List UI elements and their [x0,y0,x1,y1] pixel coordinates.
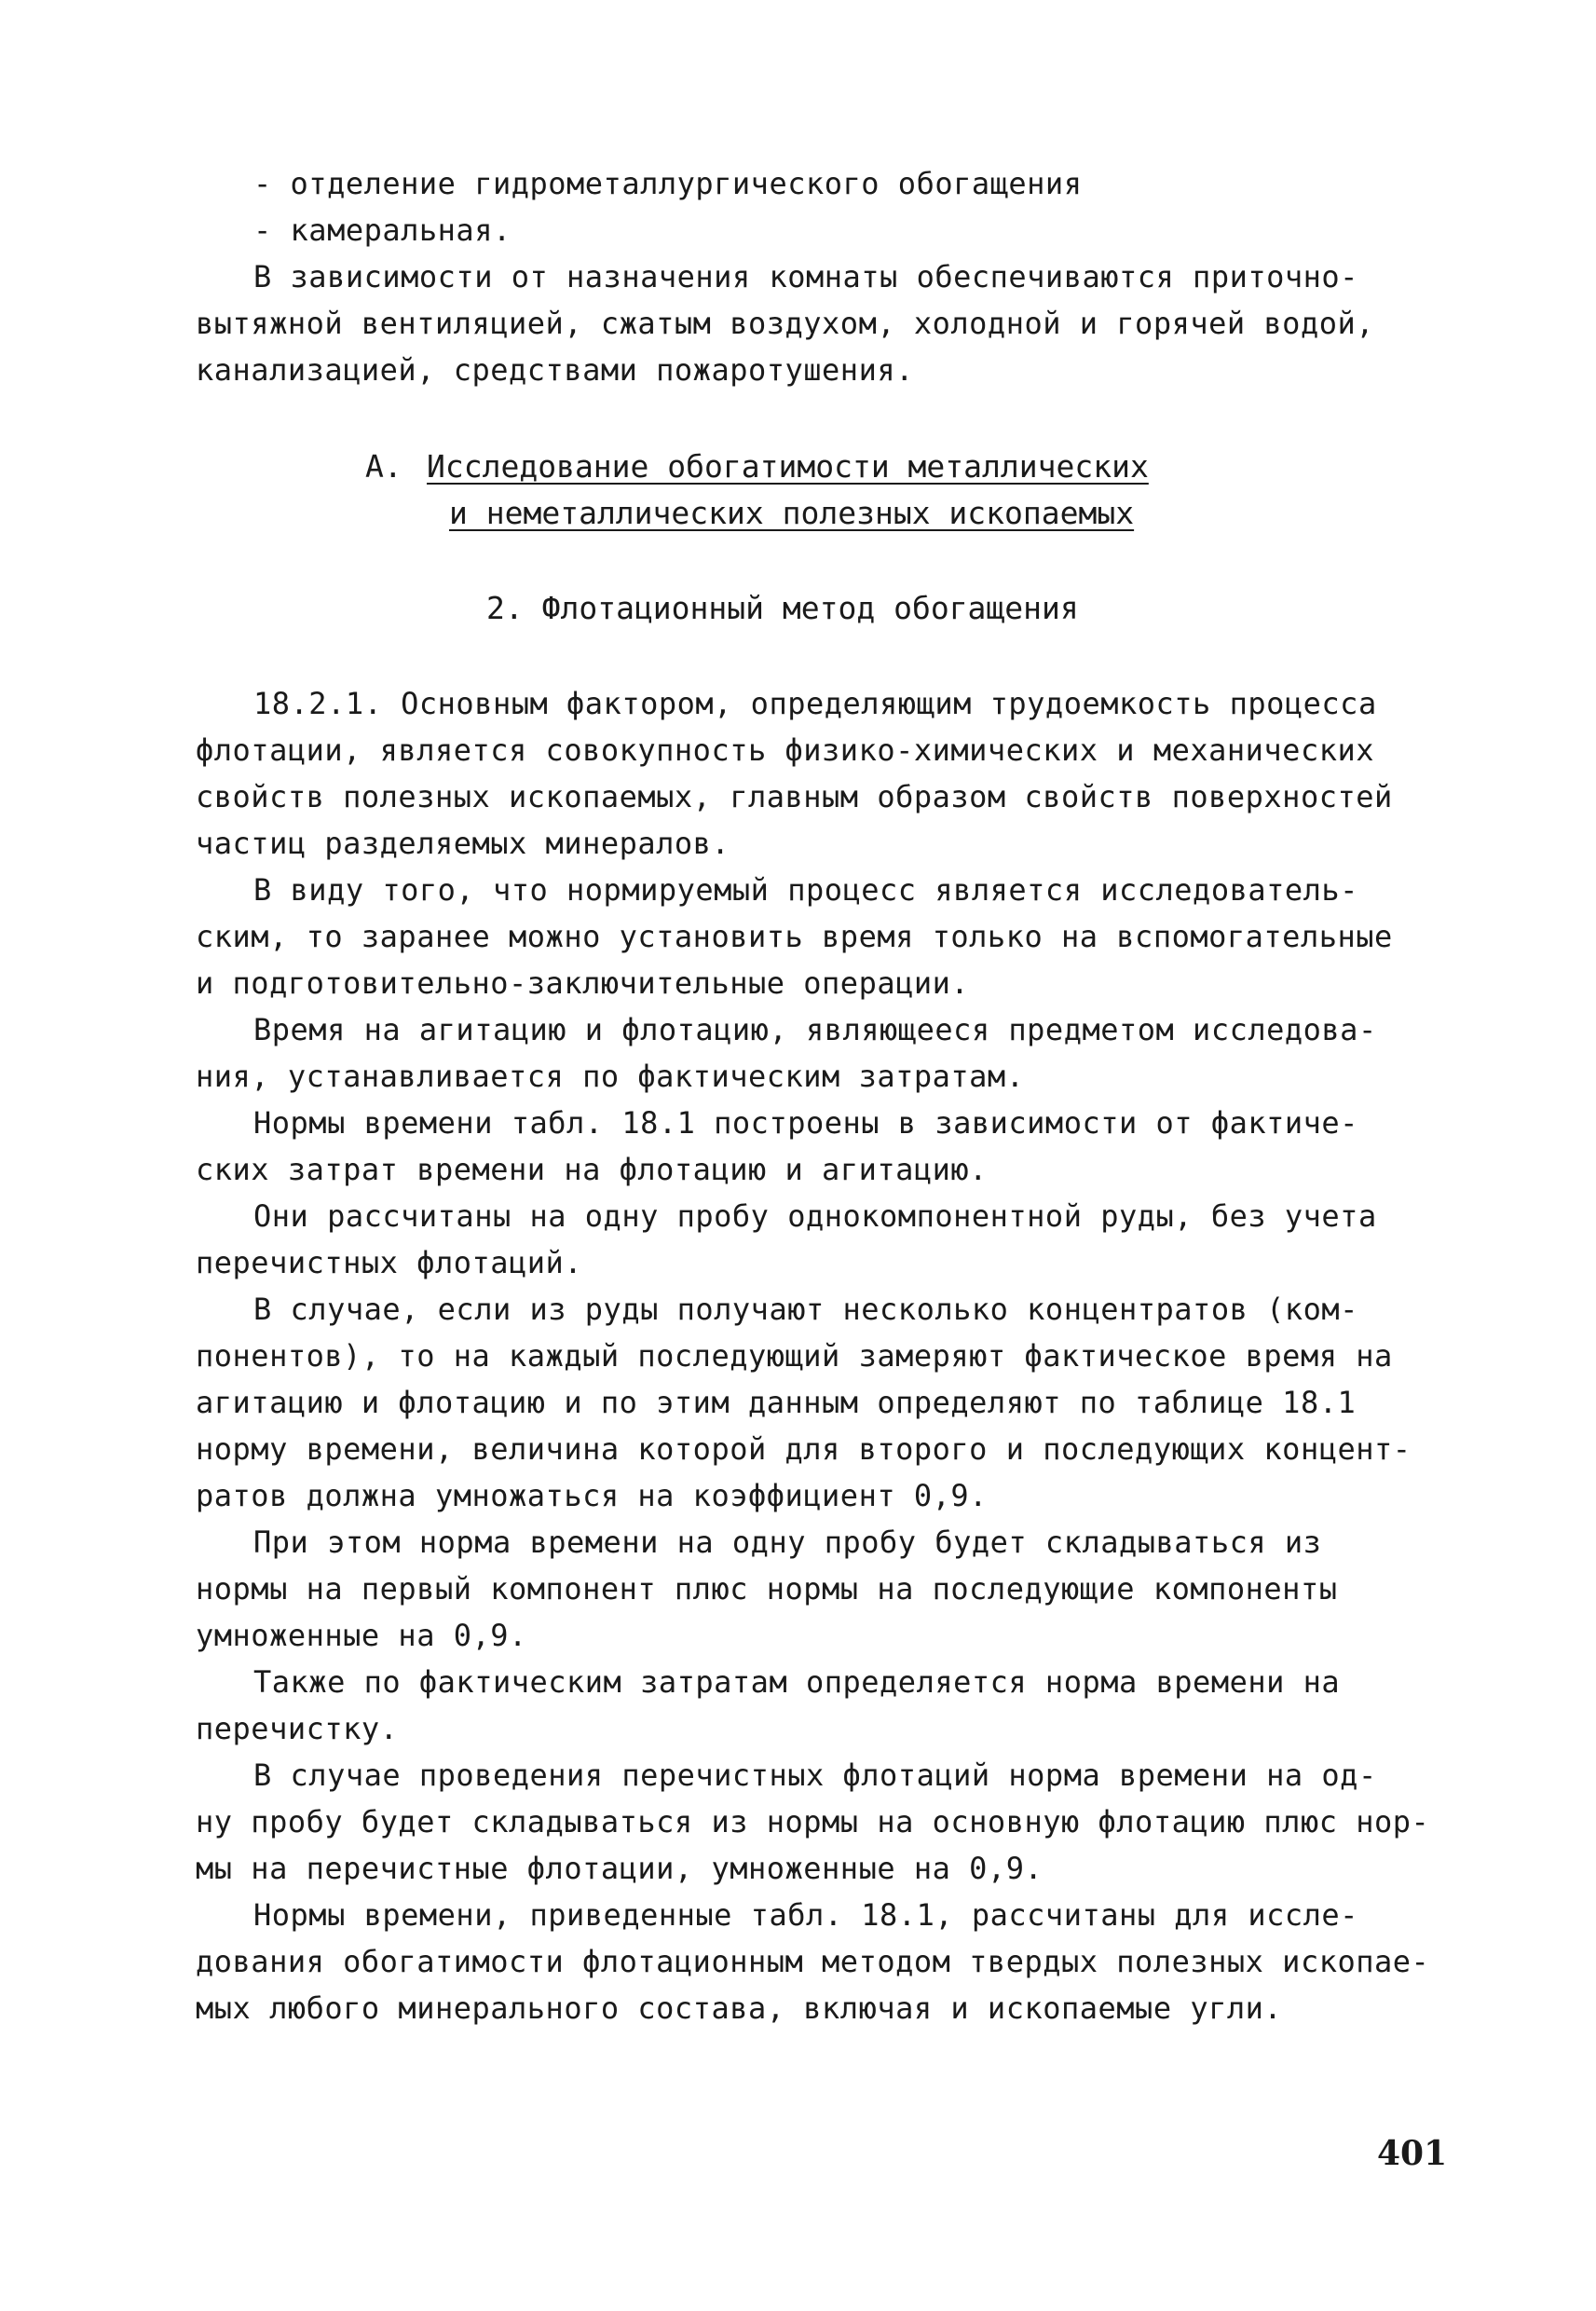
list-item-cameral: - камеральная. [253,212,512,248]
p2-line-2: ским, то заранее можно установить время только на вспомогательные [196,919,1393,954]
subsection-title: 2. Флотационный метод обогащения [486,590,1079,626]
p2-line-3: и подготовительно-заключительные операции. [196,965,970,1001]
p10-line-1: Нормы времени, приведенные табл. 18.1, рассчитаны для иссле- [253,1897,1358,1933]
p2-line-1: В виду того, что нормируемый процесс является исследователь- [253,872,1358,908]
section-letter: А. [365,448,402,485]
section-title-line-1: Исследование обогатимости металлических [427,448,1149,485]
p1-line-3: свойств полезных ископаемых, главным образом свойств поверхностей [196,779,1393,814]
intro-para-line-3: канализацией, средствами пожаротушения. [196,352,914,388]
p6-line-4: норму времени, величина которой для второго и последующих концент- [196,1431,1412,1467]
intro-para-line-1: В зависимости от назначения комнаты обеспечиваются приточно- [253,259,1358,294]
p6-line-5: ратов должна умножаться на коэффициент 0,9. [196,1478,988,1513]
page-number: 401 [1377,2134,1448,2173]
p9-line-1: В случае проведения перечистных флотаций норма времени на од- [253,1757,1377,1793]
p8-line-2: перечистку. [196,1711,399,1746]
section-title-line-2: и неметаллических полезных ископаемых [449,495,1135,531]
p4-line-1: Нормы времени табл. 18.1 построены в зависимости от фактиче- [253,1105,1358,1141]
p1-line-1: 18.2.1. Основным фактором, определяющим трудоемкость процесса [253,686,1377,721]
p6-line-1: В случае, если из руды получают несколько концентратов (ком- [253,1292,1358,1327]
p10-line-3: мых любого минерального состава, включая и ископаемые угли. [196,1990,1283,2026]
p4-line-2: ских затрат времени на флотацию и агитацию. [196,1152,988,1187]
p3-line-2: ния, устанавливается по фактическим затратам. [196,1059,1025,1094]
p3-line-1: Время на агитацию и флотацию, являющееся предметом исследова- [253,1012,1377,1047]
p7-line-1: При этом норма времени на одну пробу будет складываться из [253,1525,1322,1560]
p6-line-3: агитацию и флотацию и по этим данным определяют по таблице 18.1 [196,1385,1357,1420]
p10-line-2: дования обогатимости флотационным методом твердых полезных ископае- [196,1944,1430,1979]
p7-line-2: нормы на первый компонент плюс нормы на последующие компоненты [196,1571,1338,1607]
p7-line-3: умноженные на 0,9. [196,1618,527,1653]
p6-line-2: понентов), то на каждый последующий замеряют фактическое время на [196,1338,1393,1374]
intro-para-line-2: вытяжной вентиляцией, сжатым воздухом, холодной и горячей водой, [196,306,1374,341]
list-item-hydrometallurgy: - отделение гидрометаллургического обогащения [253,166,1083,201]
p5-line-1: Они рассчитаны на одну пробу однокомпонентной руды, без учета [253,1198,1377,1234]
p9-line-2: ну пробу будет складываться из нормы на основную флотацию плюс нор- [196,1804,1430,1839]
p1-line-2: флотации, является совокупность физико-химических и механических [196,732,1374,768]
p8-line-1: Также по фактическим затратам определяется норма времени на [253,1664,1341,1700]
p1-line-4: частиц разделяемых минералов. [196,826,730,861]
p5-line-2: перечистных флотаций. [196,1245,583,1280]
p9-line-3: мы на перечистные флотации, умноженные на 0,9. [196,1851,1044,1886]
